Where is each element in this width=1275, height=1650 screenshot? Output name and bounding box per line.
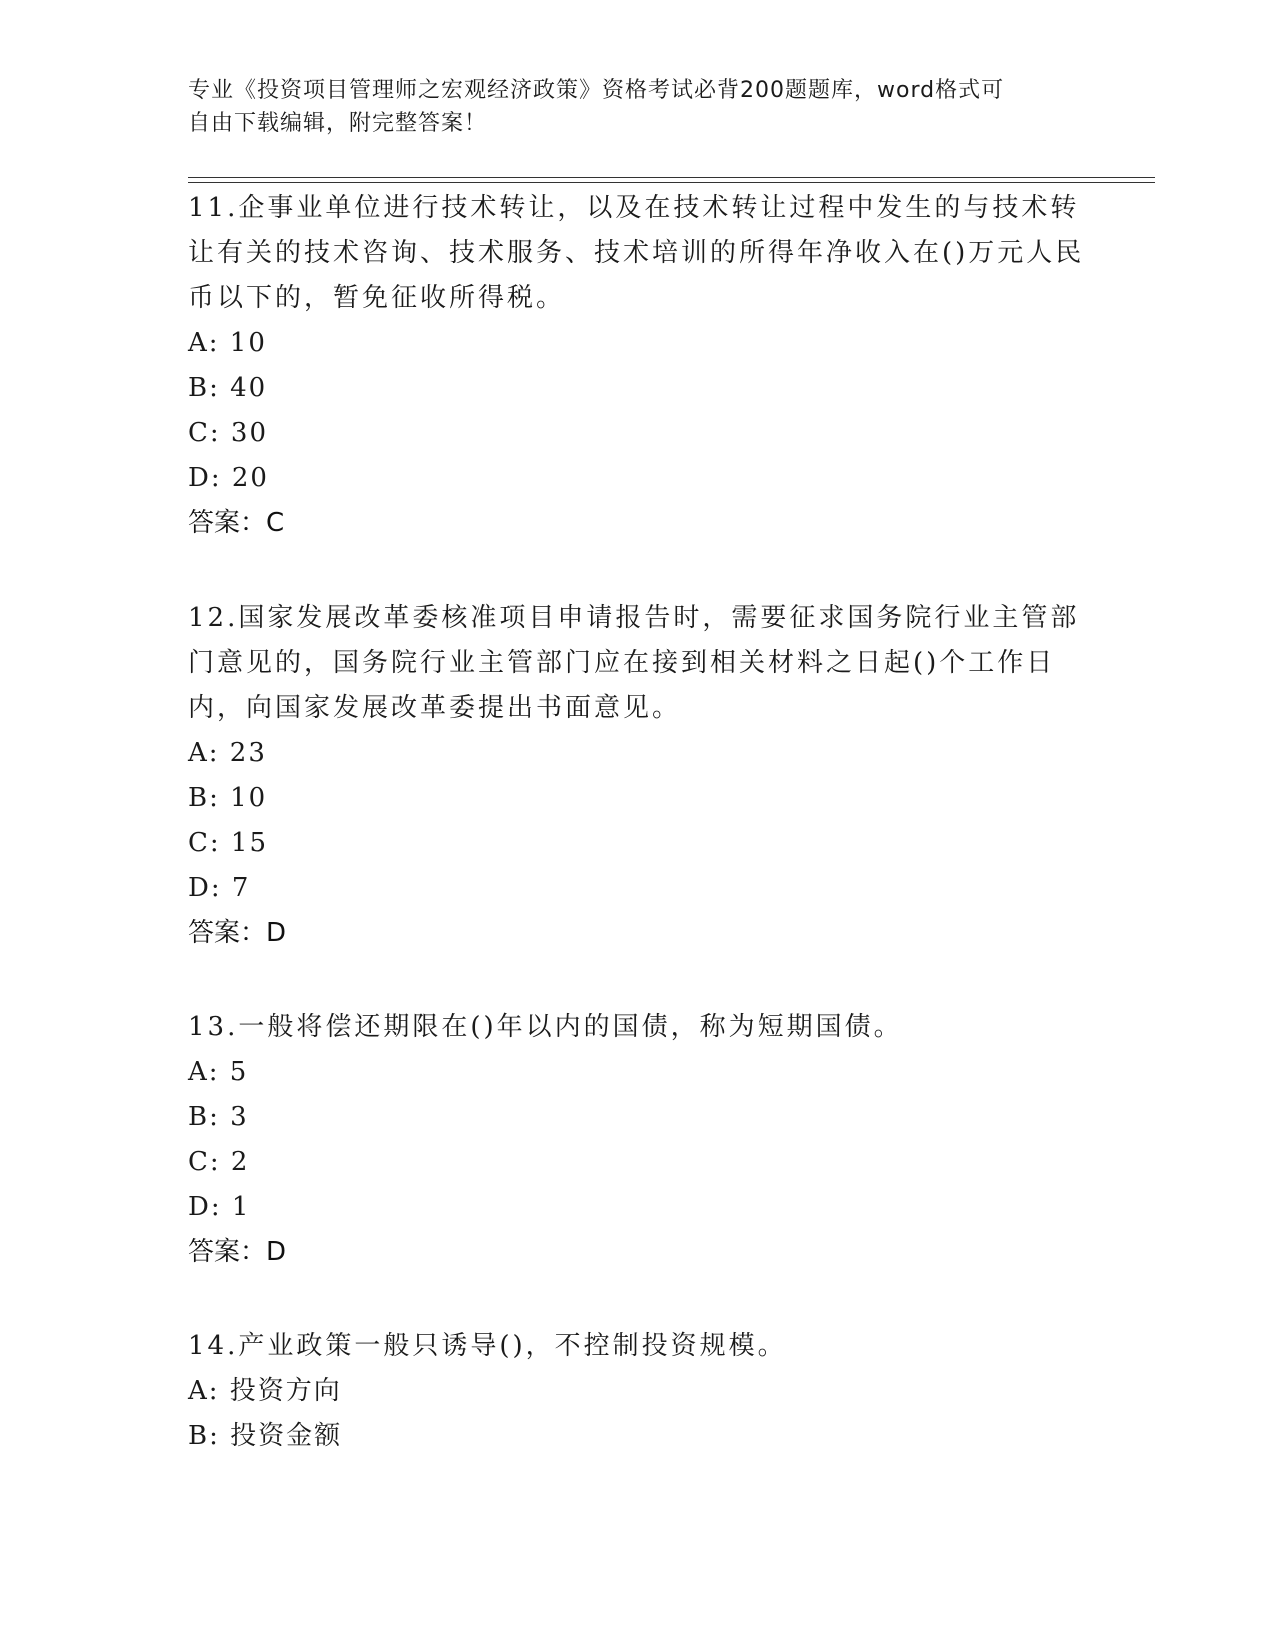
document-header — [188, 74, 1068, 140]
option-c: C: 2 — [188, 1147, 250, 1177]
answer-line: 答案：C — [188, 508, 285, 538]
option-a: A: 5 — [188, 1057, 249, 1087]
header-line-2: 自由下载编辑，附完整答案！ — [188, 111, 488, 136]
option-a: A: 投资方向 — [188, 1376, 342, 1406]
option-d: D: 20 — [188, 463, 269, 493]
answer-line: 答案：D — [188, 1237, 287, 1267]
question-text: 13.一般将偿还期限在()年以内的国债，称为短期国债。 — [188, 1012, 903, 1042]
header-line-1: 专业《投资项目管理师之宏观经济政策》资格考试必背200题题库，word格式可 — [188, 78, 1005, 103]
question-13 — [188, 1005, 1088, 1275]
answer-line: 答案：D — [188, 918, 287, 948]
header-divider-top — [188, 177, 1155, 178]
option-b: B: 10 — [188, 783, 268, 813]
question-12 — [188, 596, 1088, 956]
option-b: B: 投资金额 — [188, 1421, 343, 1451]
option-b: B: 3 — [188, 1102, 249, 1132]
question-text: 11.企事业单位进行技术转让，以及在技术转让过程中发生的与技术转让有关的技术咨询、技术服务、技术培训的所得年净收入在()万元人民币以下的，暂免征收所得税。 — [188, 193, 1085, 313]
question-11 — [188, 186, 1088, 546]
question-text: 12.国家发展改革委核准项目申请报告时，需要征求国务院行业主管部门意见的，国务院行业主管部门应在接到相关材料之日起()个工作日内，向国家发展改革委提出书面意见。 — [188, 603, 1080, 723]
option-c: C: 30 — [188, 418, 269, 448]
question-text: 14.产业政策一般只诱导()，不控制投资规模。 — [188, 1331, 787, 1361]
option-d: D: 1 — [188, 1192, 251, 1222]
option-b: B: 40 — [188, 373, 268, 403]
option-d: D: 7 — [188, 873, 251, 903]
header-divider-bottom — [188, 182, 1155, 183]
option-a: A: 23 — [188, 738, 267, 768]
option-a: A: 10 — [188, 328, 267, 358]
option-c: C: 15 — [188, 828, 269, 858]
question-14 — [188, 1324, 1088, 1459]
